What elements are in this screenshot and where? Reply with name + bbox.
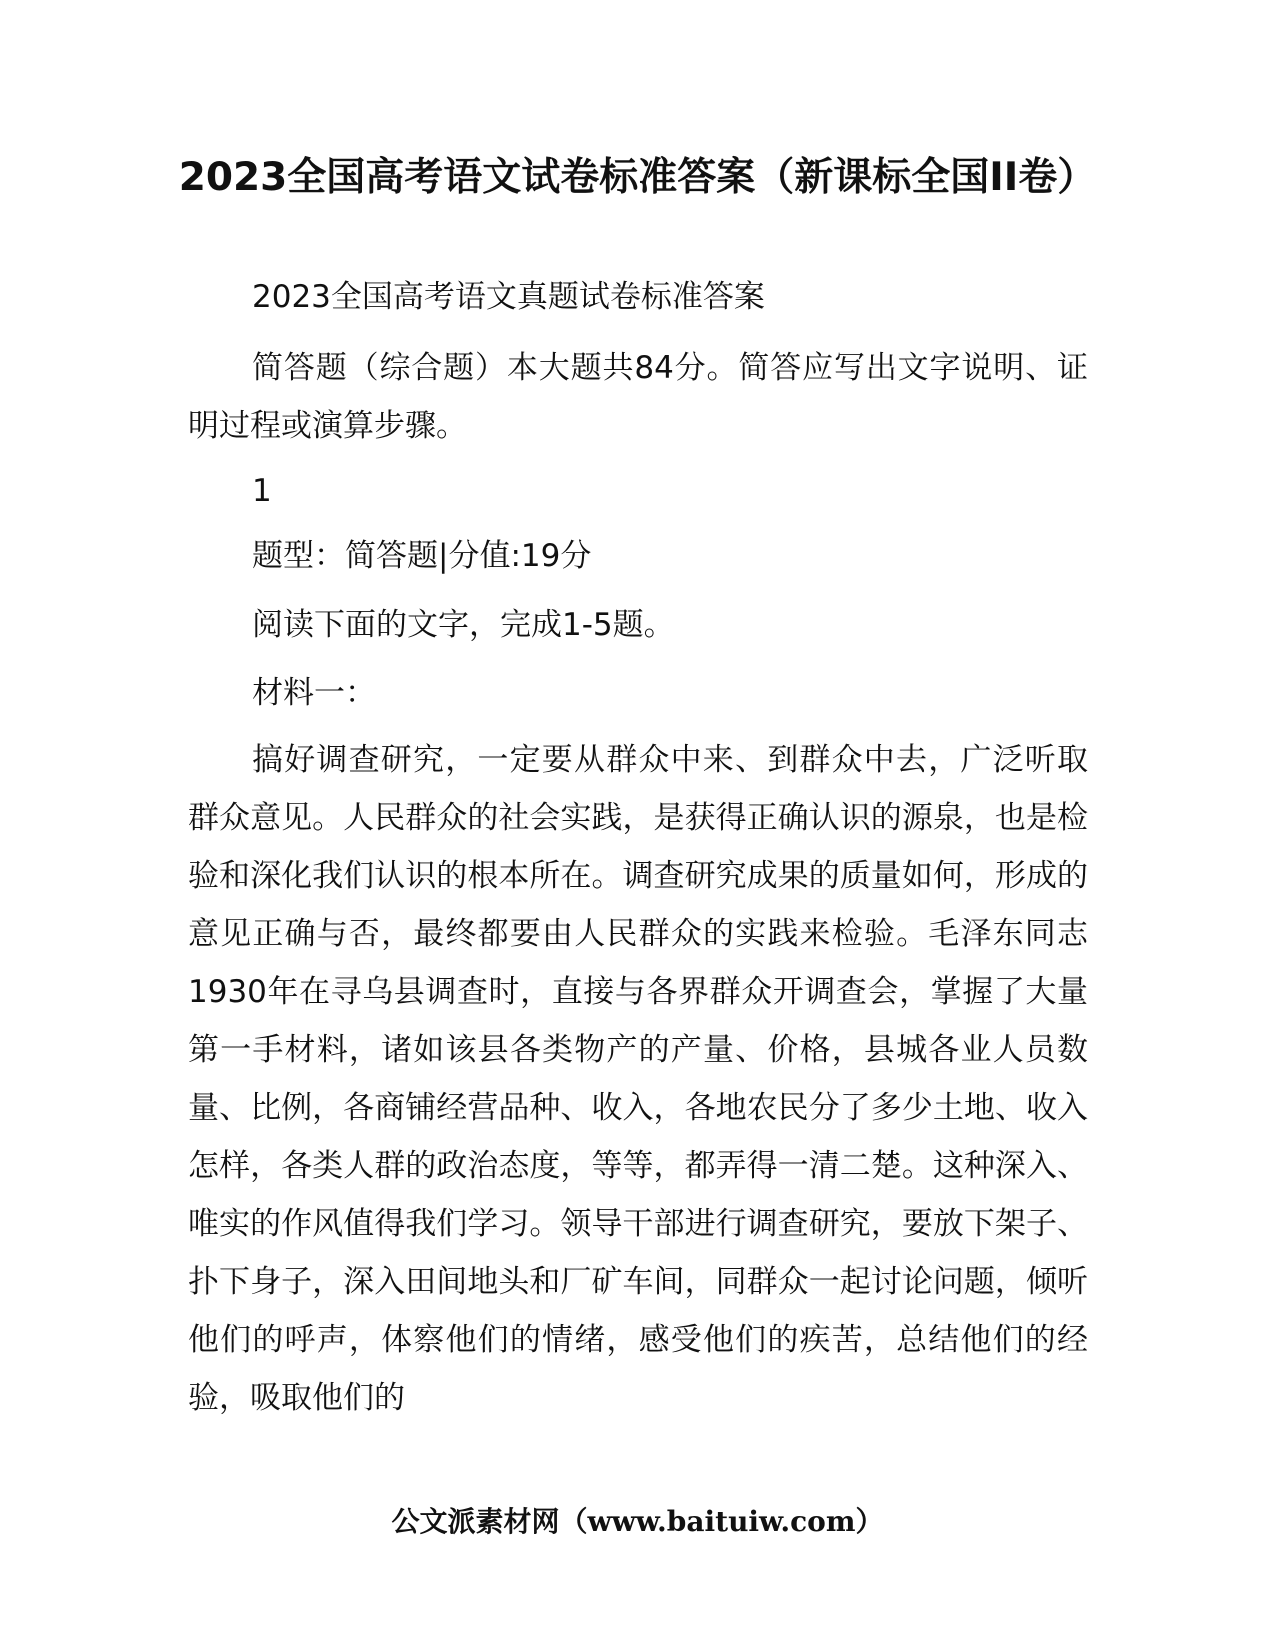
question-number: 1 xyxy=(252,473,272,509)
material-body-paragraph: 搞好调查研究，一定要从群众中来、到群众中去，广泛听取群众意见。人民群众的社会实践，是获得正确认识的源泉，也是检验和深化我们认识的根本所在。调查研究成果的质量如何，形成的意见正确与否，最终都要由人民群众的实践来检验。毛泽东同志1930年在寻乌县调查时，直接与各界群众开调查会，掌握了大量第一手材料，诸如该县各类物产的产量、价格，县城各业人员数量、比例，各商铺经营品种、收入，各地农民分了多少土地、收入怎样，各类人群的政治态度，等等，都弄得一清二楚。这种深入、唯实的作风值得我们学习。领导干部进行调查研究，要放下架子、扑下身子，深入田间地头和厂矿车间，同群众一起讨论问题，倾听他们的呼声，体察他们的情绪，感受他们的疾苦，总结他们的经验，吸取他们的 xyxy=(188,742,1088,1416)
page-title: 2023全国高考语文试卷标准答案（新课标全国II卷） xyxy=(178,155,1097,200)
instructions-paragraph: 简答题（综合题）本大题共84分。简答应写出文字说明、证明过程或演算步骤。 xyxy=(188,350,1088,444)
question-type-line: 题型：简答题|分值:19分 xyxy=(252,538,592,574)
subtitle-paragraph: 2023全国高考语文真题试卷标准答案 xyxy=(252,279,765,315)
reading-instruction: 阅读下面的文字，完成1-5题。 xyxy=(252,607,675,643)
footer-source: 公文派素材网（www.baituiw.com） xyxy=(391,1505,884,1538)
material-heading: 材料一： xyxy=(252,675,376,711)
